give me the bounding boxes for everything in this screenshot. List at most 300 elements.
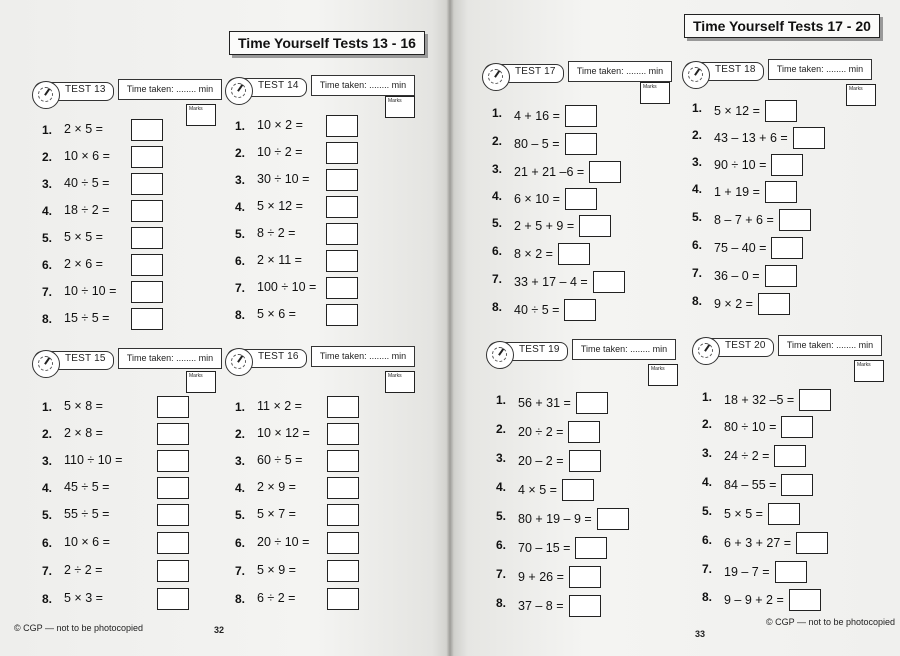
question-text — [724, 445, 806, 467]
question-expression: 24 ÷ 2 = — [724, 449, 770, 463]
test-header — [34, 76, 230, 102]
question-number: 1. — [235, 400, 246, 414]
answer-box[interactable] — [569, 595, 601, 617]
answer-box[interactable] — [327, 504, 359, 526]
clock-icon — [32, 350, 60, 378]
marks-box — [385, 371, 415, 393]
question-row — [227, 277, 427, 299]
answer-box[interactable] — [327, 423, 359, 445]
answer-box[interactable] — [576, 392, 608, 414]
copyright-footer: © CGP — not to be photocopied — [14, 623, 144, 633]
question-row — [484, 185, 684, 207]
question-expression: 4 + 16 = — [514, 109, 560, 123]
test-header — [227, 72, 423, 98]
question-text — [724, 532, 828, 554]
question-number: 8. — [702, 590, 713, 604]
question-text — [514, 105, 597, 127]
question-row — [227, 196, 427, 218]
question-text — [514, 161, 621, 183]
question-number: 5. — [42, 231, 53, 245]
question-expression: 33 + 17 – 4 = — [514, 275, 588, 289]
answer-box[interactable] — [157, 532, 189, 554]
marks-label: Marks — [388, 98, 402, 104]
answer-box[interactable] — [131, 308, 163, 330]
answer-box[interactable] — [796, 532, 828, 554]
answer-box[interactable] — [157, 504, 189, 526]
question-text — [714, 265, 797, 287]
question-row — [684, 206, 884, 228]
test-header — [34, 345, 230, 371]
answer-box[interactable] — [327, 588, 359, 610]
question-text — [64, 311, 109, 325]
answer-box[interactable] — [781, 416, 813, 438]
question-row — [684, 290, 884, 312]
question-expression: 80 + 19 – 9 = — [518, 512, 592, 526]
question-number: 6. — [492, 244, 503, 258]
test-badge — [227, 349, 307, 368]
test-badge — [227, 78, 307, 97]
question-row — [227, 396, 427, 418]
question-expression: 5 × 5 = — [724, 507, 763, 521]
test-header — [694, 332, 890, 358]
right-page — [450, 0, 900, 656]
answer-box[interactable] — [326, 196, 358, 218]
question-number: 7. — [42, 285, 53, 299]
question-expression: 100 ÷ 10 = — [257, 280, 317, 294]
question-text — [514, 133, 597, 155]
question-row — [484, 268, 684, 290]
answer-box[interactable] — [779, 209, 811, 231]
question-expression: 10 ÷ 2 = — [257, 145, 303, 159]
question-row — [34, 173, 234, 195]
question-expression: 56 + 31 = — [518, 396, 571, 410]
question-number: 6. — [42, 258, 53, 272]
answer-box[interactable] — [589, 161, 621, 183]
question-expression: 5 × 12 = — [257, 199, 303, 213]
question-row — [488, 563, 688, 585]
answer-box[interactable] — [771, 154, 803, 176]
question-expression: 10 × 6 = — [64, 535, 110, 549]
question-text — [257, 226, 295, 240]
question-expression: 2 × 11 = — [257, 253, 302, 267]
test-label: TEST 16 — [258, 351, 299, 362]
answer-box[interactable] — [326, 250, 358, 272]
question-row — [484, 130, 684, 152]
question-expression: 5 × 8 = — [64, 399, 103, 413]
answer-box[interactable] — [157, 450, 189, 472]
question-text — [518, 508, 629, 530]
marks-label: Marks — [189, 106, 203, 112]
question-number: 5. — [42, 508, 53, 522]
question-number: 4. — [702, 475, 713, 489]
question-number: 8. — [42, 312, 53, 326]
question-expression: 6 ÷ 2 = — [257, 591, 296, 605]
test-14 — [227, 72, 423, 322]
question-number: 2. — [496, 422, 507, 436]
question-text — [257, 480, 296, 494]
question-row — [484, 102, 684, 124]
marks-box — [648, 364, 678, 386]
question-number: 1. — [492, 106, 503, 120]
question-text — [64, 122, 103, 136]
page-number: 33 — [695, 629, 706, 639]
question-text — [64, 426, 103, 440]
question-expression: 10 × 2 = — [257, 118, 303, 132]
question-row — [34, 504, 234, 526]
answer-box[interactable] — [565, 188, 597, 210]
answer-box[interactable] — [565, 133, 597, 155]
question-number: 8. — [492, 300, 503, 314]
question-text — [724, 561, 807, 583]
question-row — [227, 169, 427, 191]
question-row — [488, 447, 688, 469]
answer-box[interactable] — [327, 560, 359, 582]
answer-box[interactable] — [327, 532, 359, 554]
question-text — [257, 507, 296, 521]
answer-box[interactable] — [775, 561, 807, 583]
marks-label: Marks — [651, 366, 665, 372]
question-number: 2. — [235, 146, 246, 160]
page-title: Time Yourself Tests 17 - 20 — [684, 14, 880, 38]
answer-box[interactable] — [131, 200, 163, 222]
question-text — [714, 100, 797, 122]
marks-box — [640, 82, 670, 104]
answer-box[interactable] — [326, 169, 358, 191]
question-row — [227, 304, 427, 326]
question-row — [684, 151, 884, 173]
time-taken-field: Time taken: ........ min — [118, 79, 222, 100]
question-expression: 30 ÷ 10 = — [257, 172, 310, 186]
question-text — [64, 507, 109, 521]
test-label: TEST 20 — [725, 340, 766, 351]
answer-box[interactable] — [565, 105, 597, 127]
test-18 — [684, 56, 880, 311]
question-expression: 2 ÷ 2 = — [64, 563, 103, 577]
question-text — [64, 480, 109, 494]
clock-icon — [692, 337, 720, 365]
copyright-footer: © CGP — not to be photocopied — [766, 617, 896, 627]
question-number: 8. — [235, 308, 246, 322]
answer-box[interactable] — [326, 223, 358, 245]
question-number: 3. — [496, 451, 507, 465]
question-expression: 2 × 5 = — [64, 122, 103, 136]
question-row — [488, 418, 688, 440]
question-row — [684, 234, 884, 256]
question-number: 5. — [702, 504, 713, 518]
question-number: 6. — [692, 238, 703, 252]
question-expression: 8 – 7 + 6 = — [714, 213, 774, 227]
question-number: 1. — [496, 393, 507, 407]
question-row — [34, 396, 234, 418]
question-row — [694, 413, 894, 435]
question-row — [488, 592, 688, 614]
question-text — [257, 399, 302, 413]
question-number: 3. — [42, 177, 53, 191]
answer-box[interactable] — [793, 127, 825, 149]
question-expression: 21 + 21 –6 = — [514, 165, 585, 179]
question-number: 1. — [235, 119, 246, 133]
question-expression: 2 × 9 = — [257, 480, 296, 494]
question-expression: 9 – 9 + 2 = — [724, 593, 784, 607]
question-row — [488, 534, 688, 556]
question-row — [694, 500, 894, 522]
answer-box[interactable] — [131, 254, 163, 276]
time-taken-field: Time taken: ........ min — [118, 348, 222, 369]
answer-box[interactable] — [157, 588, 189, 610]
question-row — [694, 586, 894, 608]
question-text — [64, 149, 110, 163]
test-badge — [694, 338, 774, 357]
question-text — [64, 535, 110, 549]
answer-box[interactable] — [569, 566, 601, 588]
question-row — [484, 240, 684, 262]
question-row — [34, 450, 234, 472]
question-row — [227, 504, 427, 526]
question-expression: 43 – 13 + 6 = — [714, 131, 788, 145]
question-row — [684, 178, 884, 200]
answer-box[interactable] — [327, 450, 359, 472]
question-expression: 9 × 2 = — [714, 297, 753, 311]
question-number: 8. — [235, 592, 246, 606]
question-text — [64, 176, 109, 190]
test-19 — [488, 336, 684, 613]
answer-box[interactable] — [131, 119, 163, 141]
question-number: 4. — [42, 204, 53, 218]
test-13 — [34, 76, 230, 326]
question-text — [714, 181, 797, 203]
question-text — [257, 307, 296, 321]
question-expression: 4 × 5 = — [518, 483, 557, 497]
answer-box[interactable] — [562, 479, 594, 501]
question-expression: 11 × 2 = — [257, 399, 302, 413]
question-number: 1. — [702, 390, 713, 404]
question-number: 2. — [492, 134, 503, 148]
question-expression: 40 ÷ 5 = — [64, 176, 110, 190]
test-16 — [227, 343, 423, 606]
answer-box[interactable] — [765, 265, 797, 287]
question-row — [694, 529, 894, 551]
question-text — [724, 503, 800, 525]
question-row — [227, 560, 427, 582]
question-expression: 20 – 2 = — [518, 454, 564, 468]
question-expression: 20 ÷ 2 = — [518, 425, 564, 439]
question-text — [257, 426, 310, 440]
answer-box[interactable] — [597, 508, 629, 530]
test-20 — [694, 332, 890, 607]
question-number: 4. — [235, 200, 246, 214]
question-text — [257, 118, 303, 132]
answer-box[interactable] — [575, 537, 607, 559]
answer-box[interactable] — [558, 243, 590, 265]
question-expression: 110 ÷ 10 = — [64, 453, 123, 467]
question-number: 7. — [235, 564, 246, 578]
question-text — [257, 199, 303, 213]
question-text — [64, 230, 103, 244]
question-number: 5. — [235, 508, 246, 522]
question-row — [484, 158, 684, 180]
test-label: TEST 19 — [519, 344, 560, 355]
question-text — [724, 589, 821, 611]
question-number: 6. — [235, 536, 246, 550]
question-number: 6. — [496, 538, 507, 552]
answer-box[interactable] — [326, 115, 358, 137]
answer-box[interactable] — [593, 271, 625, 293]
question-expression: 19 – 7 = — [724, 565, 770, 579]
question-text — [514, 271, 625, 293]
question-row — [34, 588, 234, 610]
marks-label: Marks — [189, 373, 203, 379]
question-text — [518, 421, 600, 443]
question-row — [227, 223, 427, 245]
question-number: 2. — [235, 427, 246, 441]
question-text — [714, 154, 803, 176]
question-row — [34, 560, 234, 582]
question-number: 5. — [235, 227, 246, 241]
answer-box[interactable] — [758, 293, 790, 315]
question-text — [518, 537, 607, 559]
question-row — [488, 389, 688, 411]
question-text — [64, 257, 103, 271]
clock-icon — [682, 61, 710, 89]
question-expression: 55 ÷ 5 = — [64, 507, 110, 521]
test-label: TEST 15 — [65, 353, 106, 364]
question-text — [514, 188, 597, 210]
question-row — [684, 97, 884, 119]
question-number: 4. — [492, 189, 503, 203]
answer-box[interactable] — [568, 421, 600, 443]
time-taken-field: Time taken: ........ min — [768, 59, 872, 80]
question-row — [684, 124, 884, 146]
question-text — [714, 209, 811, 231]
question-text — [724, 474, 813, 496]
marks-label: Marks — [849, 86, 863, 92]
question-expression: 60 ÷ 5 = — [257, 453, 303, 467]
answer-box[interactable] — [771, 237, 803, 259]
answer-box[interactable] — [768, 503, 800, 525]
question-number: 4. — [42, 481, 53, 495]
question-text — [257, 172, 309, 186]
answer-box[interactable] — [326, 142, 358, 164]
marks-box — [186, 371, 216, 393]
test-17 — [484, 58, 680, 317]
question-text — [518, 479, 594, 501]
question-number: 2. — [692, 128, 703, 142]
answer-box[interactable] — [157, 560, 189, 582]
question-expression: 18 + 32 –5 = — [724, 393, 795, 407]
page-title: Time Yourself Tests 13 - 16 — [229, 31, 425, 55]
question-text — [257, 280, 316, 294]
test-header — [484, 58, 680, 84]
question-row — [227, 115, 427, 137]
question-expression: 80 – 5 = — [514, 137, 560, 151]
question-row — [34, 119, 234, 141]
question-number: 8. — [692, 294, 703, 308]
answer-box[interactable] — [781, 474, 813, 496]
question-text — [64, 284, 116, 298]
question-number: 5. — [496, 509, 507, 523]
question-row — [34, 423, 234, 445]
question-number: 1. — [692, 101, 703, 115]
test-label: TEST 17 — [515, 66, 556, 77]
answer-box[interactable] — [326, 277, 358, 299]
clock-icon — [482, 63, 510, 91]
answer-box[interactable] — [789, 589, 821, 611]
question-expression: 5 × 5 = — [64, 230, 103, 244]
question-number: 2. — [42, 427, 53, 441]
question-text — [64, 563, 102, 577]
question-number: 7. — [492, 272, 503, 286]
test-badge — [684, 62, 764, 81]
answer-box[interactable] — [765, 100, 797, 122]
question-expression: 5 × 12 = — [714, 104, 760, 118]
question-expression: 36 – 0 = — [714, 269, 760, 283]
question-text — [518, 392, 608, 414]
question-row — [34, 146, 234, 168]
time-taken-field: Time taken: ........ min — [778, 335, 882, 356]
question-text — [714, 237, 803, 259]
test-badge — [488, 342, 568, 361]
answer-box[interactable] — [131, 227, 163, 249]
question-row — [227, 532, 427, 554]
question-number: 5. — [692, 210, 703, 224]
question-row — [34, 227, 234, 249]
question-expression: 1 + 19 = — [714, 185, 760, 199]
test-header — [684, 56, 880, 82]
question-text — [64, 203, 109, 217]
question-number: 6. — [42, 536, 53, 550]
marks-box — [854, 360, 884, 382]
question-number: 4. — [496, 480, 507, 494]
marks-label: Marks — [857, 362, 871, 368]
answer-box[interactable] — [131, 146, 163, 168]
answer-box[interactable] — [765, 181, 797, 203]
answer-box[interactable] — [131, 281, 163, 303]
answer-box[interactable] — [326, 304, 358, 326]
book-spine — [446, 0, 454, 656]
test-badge — [484, 64, 564, 83]
answer-box[interactable] — [774, 445, 806, 467]
answer-box[interactable] — [131, 173, 163, 195]
clock-icon — [225, 348, 253, 376]
time-taken-field: Time taken: ........ min — [572, 339, 676, 360]
question-number: 3. — [492, 162, 503, 176]
question-row — [484, 212, 684, 234]
question-expression: 10 × 12 = — [257, 426, 310, 440]
answer-box[interactable] — [564, 299, 596, 321]
question-text — [714, 293, 790, 315]
question-row — [227, 142, 427, 164]
answer-box[interactable] — [327, 477, 359, 499]
answer-box[interactable] — [157, 477, 189, 499]
question-text — [714, 127, 825, 149]
answer-box[interactable] — [157, 396, 189, 418]
question-expression: 6 × 10 = — [514, 192, 560, 206]
question-expression: 75 – 40 = — [714, 241, 767, 255]
question-number: 6. — [702, 533, 713, 547]
question-row — [227, 423, 427, 445]
answer-box[interactable] — [579, 215, 611, 237]
question-row — [694, 558, 894, 580]
answer-box[interactable] — [799, 389, 831, 411]
answer-box[interactable] — [327, 396, 359, 418]
time-taken-field: Time taken: ........ min — [568, 61, 672, 82]
question-text — [257, 591, 295, 605]
question-row — [227, 477, 427, 499]
answer-box[interactable] — [157, 423, 189, 445]
question-expression: 18 ÷ 2 = — [64, 203, 110, 217]
question-row — [34, 308, 234, 330]
answer-box[interactable] — [569, 450, 601, 472]
